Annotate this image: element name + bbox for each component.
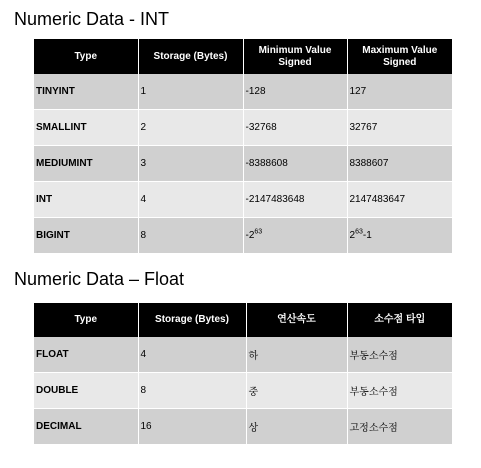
cell-storage: 3	[138, 146, 243, 182]
cell-max: 8388607	[347, 146, 452, 182]
cell-type: INT	[34, 182, 138, 218]
header-max-value	[347, 39, 452, 74]
cell-speed: 상	[246, 409, 347, 445]
cell-speed: 하	[246, 337, 347, 373]
cell-storage: 4	[138, 182, 243, 218]
cell-min: -128	[243, 74, 347, 110]
header-type: Type	[34, 303, 138, 337]
cell-decimal-kind: 부동소수점	[347, 373, 452, 409]
table-row	[34, 409, 452, 445]
table-header-row	[34, 303, 452, 337]
table-row	[34, 182, 452, 218]
max-suffix: -1	[362, 230, 372, 241]
cell-max: 32767	[347, 110, 452, 146]
table-row	[34, 74, 452, 110]
cell-max: 2147483647	[347, 182, 452, 218]
cell-decimal-kind: 부동소수점	[347, 337, 452, 373]
header-type: Type	[34, 39, 138, 74]
cell-min: -32768	[243, 110, 347, 146]
cell-min	[243, 218, 347, 254]
header-storage: Storage (Bytes)	[138, 39, 243, 74]
table-row	[34, 373, 452, 409]
table-row	[34, 146, 452, 182]
table-row	[34, 337, 452, 373]
header-decimal-kind: 소수점 타입	[347, 303, 452, 337]
int-section-title: Numeric Data - INT	[14, 9, 170, 29]
header-min-line2: Signed	[278, 56, 312, 68]
cell-storage: 16	[138, 409, 246, 445]
table-row	[34, 110, 452, 146]
header-min-line1: Minimum Value	[258, 44, 332, 56]
cell-storage: 8	[138, 373, 246, 409]
max-exponent: 63	[355, 228, 363, 236]
header-speed: 연산속도	[246, 303, 347, 337]
cell-type: MEDIUMINT	[34, 146, 138, 182]
max-base: 2	[349, 230, 356, 241]
cell-type: BIGINT	[34, 218, 138, 254]
table-row	[34, 218, 452, 254]
float-types-table	[34, 303, 452, 444]
cell-min: -8388608	[243, 146, 347, 182]
float-section-title: Numeric Data – Float	[14, 269, 185, 289]
cell-type: SMALLINT	[34, 110, 138, 146]
cell-type: FLOAT	[34, 337, 138, 373]
header-min-value	[243, 39, 347, 74]
cell-max	[347, 218, 452, 254]
min-exponent: 63	[254, 228, 263, 236]
header-max-line1: Maximum Value	[362, 44, 438, 56]
cell-storage: 2	[138, 110, 243, 146]
cell-decimal-kind: 고정소수점	[347, 409, 452, 445]
cell-min: -2147483648	[243, 182, 347, 218]
table-header-row	[34, 39, 452, 74]
cell-type: DECIMAL	[34, 409, 138, 445]
cell-type: DOUBLE	[34, 373, 138, 409]
cell-storage: 8	[138, 218, 243, 254]
min-base: -2	[245, 230, 255, 241]
header-max-line2: Signed	[383, 56, 417, 68]
header-storage: Storage (Bytes)	[138, 303, 246, 337]
cell-type: TINYINT	[34, 74, 138, 110]
int-types-table	[34, 39, 452, 253]
cell-storage: 4	[138, 337, 246, 373]
cell-storage: 1	[138, 74, 243, 110]
cell-max: 127	[347, 74, 452, 110]
cell-speed: 중	[246, 373, 347, 409]
